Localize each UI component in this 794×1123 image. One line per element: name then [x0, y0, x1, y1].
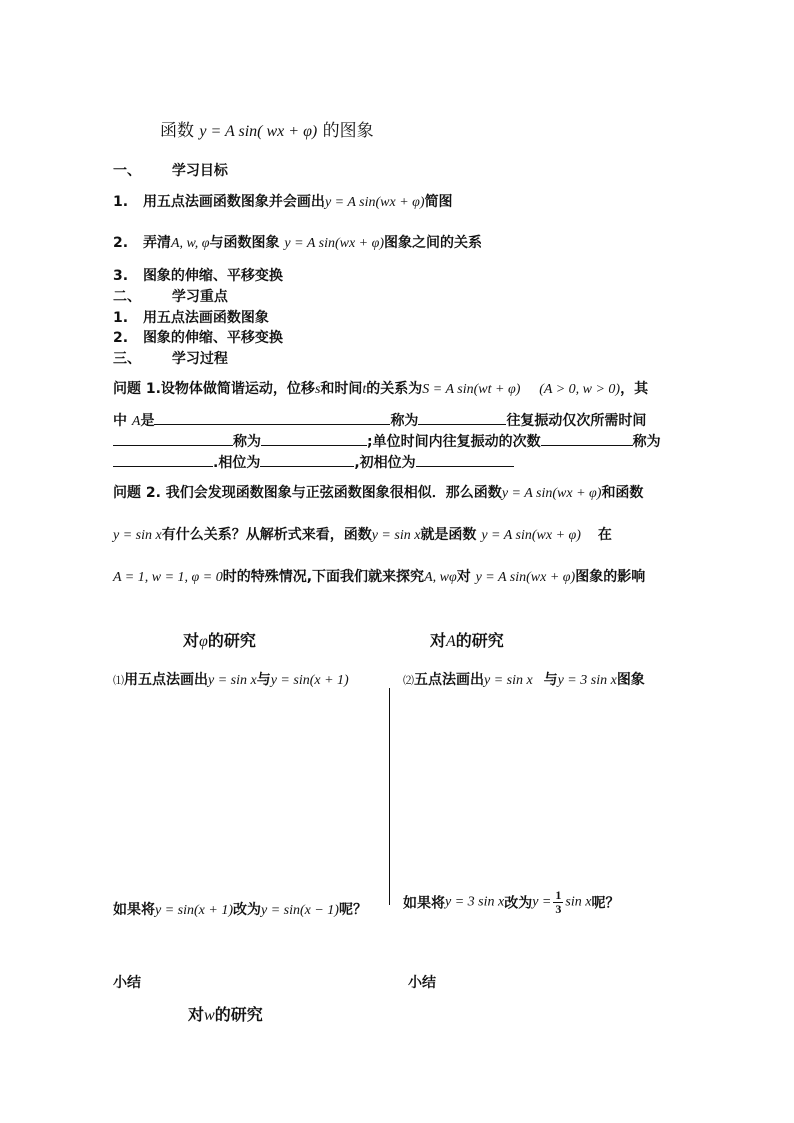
- section-2-number: 二、: [113, 289, 141, 305]
- q1-line2-d: 往复振动仅次所需时间: [506, 413, 647, 429]
- a-task-number: ⑵: [403, 674, 414, 687]
- key-2-text: 图象的伸缩、平移变换: [142, 330, 283, 346]
- title-suffix: 的图象: [322, 121, 374, 141]
- phi-heading-a: 对: [183, 631, 200, 650]
- goal-1-formula: y = A sin(wx + φ): [324, 195, 425, 210]
- answer-blank-4[interactable]: [261, 433, 367, 446]
- phi-followup-formula-2: y = sin(x − 1): [260, 903, 339, 918]
- a-task: [403, 669, 645, 689]
- q2-formula-3: y = sin x: [371, 528, 421, 543]
- q2-formula-4: y = A sin(wx + φ): [481, 528, 581, 543]
- a-followup-c: 呢？: [591, 895, 620, 912]
- w-heading-var: w: [204, 1007, 215, 1024]
- a-heading-var: A: [446, 633, 456, 650]
- goal-3-text: 图象的伸缩、平移变换: [142, 268, 283, 284]
- a-drawing-area[interactable]: [400, 692, 690, 892]
- a-summary-label: 小结: [408, 975, 436, 991]
- a-task-text-a: 五点法画出: [414, 672, 484, 688]
- q1-var-A: A: [131, 414, 141, 429]
- goal-1-number: 1.: [113, 194, 129, 210]
- key-point-2: [113, 327, 283, 347]
- phi-heading-var: φ: [199, 633, 208, 650]
- a-followup-formula-2a: y =: [532, 894, 552, 910]
- q1-formula: S = A sin(wt + φ): [422, 382, 521, 397]
- phi-drawing-area[interactable]: [113, 692, 383, 892]
- section-3-number: 三、: [113, 351, 141, 367]
- phi-followup: [113, 899, 367, 919]
- phi-study-heading: [183, 628, 256, 651]
- q1-text-c: 的关系为: [366, 381, 423, 397]
- q1-var-t: t: [362, 382, 367, 397]
- q2-text-h: 对: [456, 569, 471, 585]
- q2-formula-6: A, wφ: [424, 570, 457, 585]
- goal-2-mid: 与函数图象: [209, 235, 280, 251]
- goal-3: [113, 265, 283, 285]
- q1-var-s: s: [314, 382, 321, 397]
- a-study-heading: [430, 628, 504, 651]
- key-1-text: 用五点法画函数图象: [142, 310, 269, 326]
- w-study-heading: [188, 1002, 263, 1025]
- q1-line2-b: 是: [140, 413, 155, 429]
- phi-task-text-a: 用五点法画出: [124, 672, 208, 688]
- q1-text-a: 问题 1.设物体做简谐运动，位移: [113, 381, 315, 397]
- phi-task: [113, 669, 349, 689]
- fraction-numerator: 1: [555, 888, 562, 902]
- goal-2-tail: 图象之间的关系: [384, 235, 483, 251]
- answer-blank-7[interactable]: [260, 454, 354, 467]
- key-1-number: 1.: [113, 310, 129, 326]
- q1-condition: (A > 0, w > 0): [539, 382, 621, 397]
- goal-2: [113, 232, 482, 252]
- q2-text-c: 有什么关系？从解析式来看，函数: [161, 527, 372, 543]
- a-task-formula-1: y = sin x: [484, 673, 533, 688]
- q1-line3-c: 称为: [632, 434, 661, 450]
- a-followup-formula-2b: sin x: [565, 894, 592, 910]
- question-1-line-1: [113, 378, 648, 398]
- title-formula: y = A sin( wx + φ): [199, 123, 318, 140]
- key-point-1: [113, 307, 269, 327]
- column-divider: [389, 688, 390, 905]
- answer-blank-8[interactable]: [416, 454, 514, 467]
- a-heading-b: 的研究: [455, 631, 504, 650]
- q2-text-a: 问题 2. 我们会发现函数图象与正弦函数图象很相似．那么函数: [113, 485, 502, 501]
- q2-formula-5: A = 1, w = 1, φ = 0: [113, 570, 223, 585]
- goal-2-vars: A, w, φ: [170, 236, 210, 251]
- section-3-heading: [113, 348, 228, 368]
- phi-heading-b: 的研究: [207, 631, 256, 650]
- answer-blank-1[interactable]: [154, 412, 390, 425]
- a-followup-formula-1: y = 3 sin x: [445, 894, 505, 910]
- a-followup-a: 如果将: [403, 895, 445, 912]
- question-1-line-2: [113, 410, 646, 430]
- q2-text-d: 就是函数: [420, 527, 477, 543]
- fraction-denominator: 3: [555, 902, 562, 916]
- a-heading-a: 对: [430, 631, 447, 650]
- q2-text-e: 在: [597, 527, 612, 543]
- phi-task-text-b: 与: [256, 672, 271, 688]
- q2-formula-7: y = A sin(wx + φ): [475, 570, 576, 585]
- goal-3-number: 3.: [113, 268, 129, 284]
- q2-text-i: 图象的影响: [575, 569, 646, 585]
- a-task-text-c: 图象: [616, 672, 645, 688]
- goal-1-tail: 简图: [424, 194, 453, 210]
- q1-line4-a: .相位为: [213, 455, 261, 471]
- question-2-line-3: [113, 566, 645, 586]
- q1-line4-b: ,初相位为: [354, 455, 416, 471]
- q1-line2-a: 中: [113, 413, 127, 429]
- section-1-label: 学习目标: [171, 163, 228, 179]
- question-1-line-4: [113, 452, 514, 472]
- phi-followup-b: 改为: [232, 902, 261, 918]
- phi-task-formula-1: y = sin x: [208, 673, 257, 688]
- q1-text-b: 和时间: [320, 381, 363, 397]
- title-prefix: 函数: [160, 121, 194, 141]
- goal-2-text: 弄清: [142, 235, 171, 251]
- w-heading-b: 的研究: [214, 1005, 263, 1024]
- one-third-fraction: [553, 889, 563, 916]
- q1-line2-c: 称为: [390, 413, 419, 429]
- goal-1-text: 用五点法画函数图象并会画出: [142, 194, 325, 210]
- phi-summary-label: 小结: [113, 975, 141, 991]
- q2-formula-2: y = sin x: [113, 528, 162, 543]
- question-1-line-3: [113, 431, 661, 451]
- page-title: [160, 116, 374, 141]
- q1-text-d: ，其: [620, 381, 649, 397]
- q1-line3-b: ;单位时间内往复振动的次数: [367, 434, 541, 450]
- question-2-line-2: [113, 524, 612, 544]
- answer-blank-3[interactable]: [113, 433, 233, 446]
- q1-line3-a: 称为: [233, 434, 261, 450]
- goal-2-number: 2.: [113, 235, 129, 251]
- section-2-label: 学习重点: [171, 289, 228, 305]
- a-followup: [403, 889, 619, 916]
- phi-followup-c: 呢？: [338, 902, 367, 918]
- phi-task-formula-2: y = sin(x + 1): [270, 673, 349, 688]
- w-heading-a: 对: [188, 1005, 205, 1024]
- a-followup-b: 改为: [504, 895, 533, 912]
- answer-blank-6[interactable]: [113, 454, 213, 467]
- phi-task-number: ⑴: [113, 674, 124, 687]
- question-2-line-1: [113, 482, 643, 502]
- a-task-formula-2: y = 3 sin x: [557, 673, 617, 688]
- q2-text-g: 时的特殊情况,下面我们就来探究: [222, 569, 425, 585]
- q2-text-b: 和函数: [601, 485, 644, 501]
- phi-followup-a: 如果将: [113, 902, 155, 918]
- a-task-text-b: 与: [543, 672, 558, 688]
- answer-blank-5[interactable]: [541, 433, 633, 446]
- q2-formula-1: y = A sin(wx + φ): [501, 486, 602, 501]
- section-1-number: 一、: [113, 163, 141, 179]
- goal-2-formula: y = A sin(wx + φ): [284, 236, 385, 251]
- phi-followup-formula-1: y = sin(x + 1): [155, 903, 233, 918]
- section-2-heading: [113, 286, 228, 306]
- goal-1: [113, 191, 453, 211]
- section-3-label: 学习过程: [171, 351, 228, 367]
- answer-blank-2[interactable]: [418, 412, 506, 425]
- key-2-number: 2.: [113, 330, 129, 346]
- section-1-heading: [113, 160, 228, 180]
